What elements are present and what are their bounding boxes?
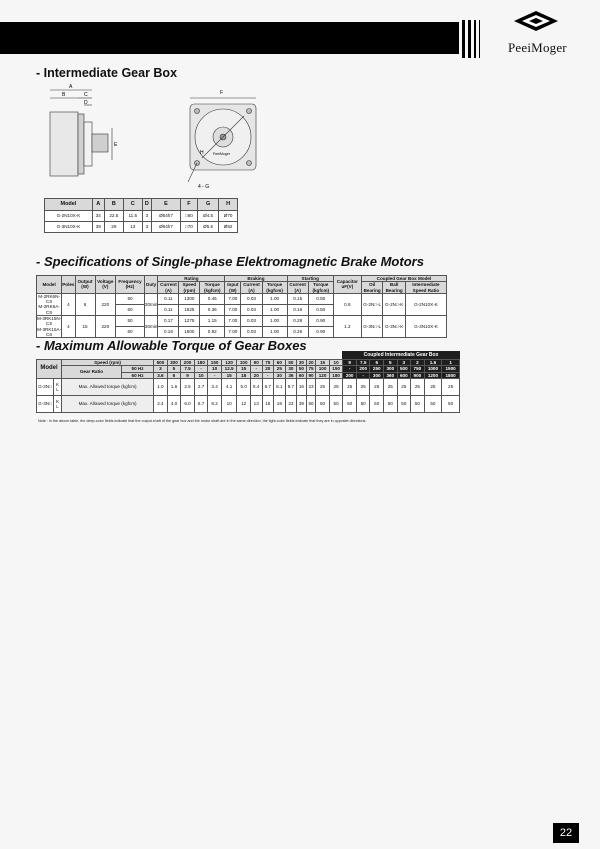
ratio60-cell: 9 — [181, 372, 195, 378]
ratio60-cell: 10 — [194, 372, 208, 378]
ratio50-cell: 150 — [329, 366, 343, 372]
ratio50-cell: - — [194, 366, 208, 372]
ratio60-cell: 36 — [285, 372, 297, 378]
ratio60-cell: 180 — [329, 372, 343, 378]
speeds-cell: 7.5 — [356, 360, 370, 366]
speeds-cell: 60 — [274, 360, 286, 366]
speeds-cell: 500 — [154, 360, 168, 366]
ratio60-cell: - — [208, 372, 222, 378]
ratio60-cell: 20 — [250, 372, 262, 378]
torque-table: Model Speed (rpm) 500 300 200 180 150 120 100 90 75 60 50 30 20 15 10 9 7.5 6 5 3 2 1.5 1 Gear Ratio 50 Hz 3 5 7.5 - 10 12.5 15 - 20 25 30 50 75 100 150 - 200 250 300 500 750 1000 1500 60 Hz 3.6 6 9 10 - 15 18 20 - 30 36 60 90 120 180 200 - 300 360 600 900 1200 1800 G-2N□ K L Max. Allowed torque (kgfcm) 1.0 1.6 2.5 2.7 3.4 4.1 5.0 5.4 6.7 8.1 9.7 16 23 25 25 25 25 25 25 25 25 25 25 G-3N□ K L Max. Allowed torque (kgfcm) 2.4 4.0 6.0 6.7 8.2 10 12 13 16 19 23 39 50 50 50 50 50 50 50 50 50 50 50 — [36, 359, 460, 413]
dim-row — [45, 211, 238, 222]
ratio50-cell: 25 — [274, 366, 286, 372]
ratio60-cell: 1200 — [424, 372, 442, 378]
values-cell: 39 — [297, 395, 307, 412]
ratio60-cell: 600 — [397, 372, 411, 378]
spec-h-model: Model — [37, 276, 62, 294]
spec-h-voltage: Voltage (V) — [95, 276, 116, 294]
speeds-cell: 20 — [306, 360, 316, 366]
svg-text:C: C — [84, 92, 88, 98]
dim-header-cell: H — [219, 199, 238, 211]
dim-row — [45, 222, 238, 233]
spec-h-output: Output (W) — [75, 276, 95, 294]
dim-header-cell: D — [142, 199, 152, 211]
speeds-cell: 75 — [262, 360, 274, 366]
ratio50-cell: - — [250, 366, 262, 372]
speeds-cell: 3 — [397, 360, 411, 366]
ratio60-cell: 90 — [306, 372, 316, 378]
ratio50-cell: 7.5 — [181, 366, 195, 372]
values-cell: 25 — [343, 378, 357, 395]
ratio50-cell: 200 — [356, 366, 370, 372]
speeds-cell: 150 — [208, 360, 222, 366]
ratio60-cell: 1800 — [442, 372, 460, 378]
coupled-intermediate-header: Coupled Intermediate Gear Box — [342, 351, 460, 359]
values-cell: 4.1 — [221, 378, 237, 395]
spec-h-starting: Starting — [287, 276, 333, 282]
values-cell: 16 — [262, 395, 274, 412]
ratio50-cell: 3 — [154, 366, 168, 372]
dim-cell: 13 — [123, 222, 142, 233]
speeds-cell: 200 — [181, 360, 195, 366]
dim-header-cell: C — [123, 199, 142, 211]
ratio50-cell: 500 — [397, 366, 411, 372]
spec-h-poles: Poles — [62, 276, 75, 294]
values-cell: 16 — [297, 378, 307, 395]
spec-row: 60 0.11 1625 0.36 7.00 0.03 1.00 0.16 0.50 — [37, 304, 447, 315]
spec-row: M-2RK6N-CS M-2RK6A-CS 4 6 220 50 30min 0.11 1300 0.45 7.00 0.03 1.00 0.15 0.50 0.8 G-2N□-L G-2N□-K G-2N10X-K — [37, 293, 447, 304]
page-number: 22 — [553, 823, 579, 843]
ratio60-cell: 120 — [316, 372, 330, 378]
ratio60-cell: 30 — [274, 372, 286, 378]
speeds-cell: 1.5 — [424, 360, 442, 366]
dim-header-cell: B — [104, 199, 123, 211]
ratio60-cell: 15 — [221, 372, 237, 378]
specs-heading: - Specifications of Single-phase Elektromagnetic Brake Motors — [36, 254, 424, 269]
ratio50-cell: 75 — [306, 366, 316, 372]
note-text: Note : In the above table, the deep-color fields indicate that the output shaft of the gear box and the motor shaft are in the same direction, the light-color fields indicate that they are in opposite directions. — [38, 419, 367, 423]
values-cell: 25 — [329, 378, 343, 395]
ratio50-cell: 15 — [237, 366, 251, 372]
dim-cell: 34 — [92, 211, 104, 222]
ratio60-cell: 360 — [384, 372, 398, 378]
ratio60-cell: 18 — [237, 372, 251, 378]
values-cell: 9.7 — [285, 378, 297, 395]
ratio50-cell: - — [343, 366, 357, 372]
ratio50-cell: 30 — [285, 366, 297, 372]
values-cell: 5.4 — [250, 378, 262, 395]
values-cell: 50 — [356, 395, 370, 412]
values-cell: 50 — [316, 395, 330, 412]
dim-cell: □60 — [180, 211, 197, 222]
values-cell: 25 — [370, 378, 384, 395]
values-cell: 5.0 — [237, 378, 251, 395]
speeds-cell: 1 — [442, 360, 460, 366]
values-cell: 25 — [397, 378, 411, 395]
values-cell: 10 — [221, 395, 237, 412]
values-cell: 6.7 — [262, 378, 274, 395]
values-cell: 25 — [411, 378, 425, 395]
values-cell: 50 — [370, 395, 384, 412]
values-cell: 6.7 — [194, 395, 208, 412]
ratio50-cell: 20 — [262, 366, 274, 372]
ratio50-cell: 100 — [316, 366, 330, 372]
speeds-cell: 2 — [411, 360, 425, 366]
speeds-cell: 30 — [297, 360, 307, 366]
values-cell: 2.5 — [181, 378, 195, 395]
speeds-cell: 100 — [237, 360, 251, 366]
ratio50-cell: 300 — [384, 366, 398, 372]
ratio60-cell: 200 — [343, 372, 357, 378]
dim-cell: Ø54h7 — [152, 211, 181, 222]
values-cell: 50 — [306, 395, 316, 412]
values-cell: 50 — [343, 395, 357, 412]
values-cell: 1.6 — [167, 378, 181, 395]
ratio60-cell: - — [356, 372, 370, 378]
dim-cell: 3 — [142, 211, 152, 222]
svg-text:E: E — [114, 142, 118, 148]
ratio60-cell: 900 — [411, 372, 425, 378]
ratio50-cell: 10 — [208, 366, 222, 372]
values-cell: 2.7 — [194, 378, 208, 395]
values-cell: 23 — [306, 378, 316, 395]
svg-text:F: F — [220, 90, 224, 96]
ratio60-cell: 300 — [370, 372, 384, 378]
values-cell: 50 — [397, 395, 411, 412]
values-cell: 50 — [384, 395, 398, 412]
svg-text:4 - G: 4 - G — [198, 184, 210, 190]
values-cell: 23 — [285, 395, 297, 412]
dim-cell: 3 — [142, 222, 152, 233]
values-cell: 50 — [329, 395, 343, 412]
speeds-cell: 90 — [250, 360, 262, 366]
ratio50-cell: 250 — [370, 366, 384, 372]
dim-header-cell: E — [152, 199, 181, 211]
ratio50-cell: 1000 — [424, 366, 442, 372]
dim-cell: G-3N10X-K — [45, 222, 93, 233]
gear-box-heading: - Intermediate Gear Box — [36, 66, 178, 80]
svg-text:D: D — [84, 100, 88, 106]
spec-h-rating: Rating — [158, 276, 225, 282]
dim-cell: □70 — [180, 222, 197, 233]
speeds-cell: 50 — [285, 360, 297, 366]
speeds-cell: 120 — [221, 360, 237, 366]
dim-cell: Ø4.5 — [198, 211, 219, 222]
values-cell: 19 — [274, 395, 286, 412]
speeds-cell: 9 — [343, 360, 357, 366]
dim-header-cell: F — [180, 199, 197, 211]
svg-text:B: B — [62, 92, 66, 98]
speeds-cell: 300 — [167, 360, 181, 366]
ratio60-cell: - — [262, 372, 274, 378]
gear-box-drawing — [40, 82, 270, 194]
spec-h-capacitor: Capacitor uF(V) — [333, 276, 361, 294]
header-bar — [0, 22, 459, 54]
dim-cell: G-2N10X-K — [45, 211, 93, 222]
values-cell: 50 — [411, 395, 425, 412]
dim-header-cell: G — [198, 199, 219, 211]
ratio50-cell: 12.5 — [221, 366, 237, 372]
dim-cell: Ø64h7 — [152, 222, 181, 233]
values-cell: 25 — [424, 378, 442, 395]
values-cell: 25 — [316, 378, 330, 395]
torque-h-model: Model — [37, 360, 62, 379]
brand-logo — [462, 10, 600, 60]
ratio50-cell: 750 — [411, 366, 425, 372]
values-cell: 25 — [384, 378, 398, 395]
ratio50-cell: 50 — [297, 366, 307, 372]
dim-cell: Ø82 — [219, 222, 238, 233]
svg-text:PeeiMoger: PeeiMoger — [213, 152, 230, 156]
dim-cell: 22.5 — [104, 211, 123, 222]
values-cell: 50 — [424, 395, 442, 412]
svg-text:A: A — [69, 84, 73, 90]
values-cell: 25 — [356, 378, 370, 395]
values-cell: 1.0 — [154, 378, 168, 395]
values-cell: 4.0 — [167, 395, 181, 412]
values-cell: 2.4 — [154, 395, 168, 412]
spec-h-frequency: Frequency (Hz) — [116, 276, 145, 294]
spec-row: M-3RK15N-CS M-3RK15A-CS 4 15 220 50 30min 0.17 1275 1.15 7.00 0.03 1.00 0.28 0.90 1.2 G-3N□-L G-3N□-K G-3N10X-K — [37, 315, 447, 326]
spec-table: Model Poles Output (W) Voltage (V) Frequency (Hz) Duty Rating Braking Starting Capacitor uF(V) Coupled Gear Box Model Current (A) Speed (rpm) Torque (kgfcm) Input (W) Current (A) Torque (kgfcm) Current (A) Torque (kgfcm) Oil Bearing Ball Bearing Intermediate Speed Ratio M-2RK6N-CS M-2RK6A-CS 4 6 220 50 30min 0.11 1300 0.45 7.00 0.03 1.00 0.15 0.50 0.8 G-2N□-L G-2N□-K G-2N10X-K 60 0.11 1625 0.36 7.00 0.03 1.00 0.16 0.50 M-3RK15N-CS M-3RK15A-CS 4 15 220 50 30min 0.17 1275 1.15 7.00 0.03 1.00 0.28 0.90 1.2 G-3N□-L G-3N□-K G-3N10X-K 60 0.16 1600 0.92 7.00 0.03 1.00 0.26 0.90 — [36, 275, 447, 338]
speeds-cell: 180 — [194, 360, 208, 366]
spec-h-braking: Braking — [225, 276, 287, 282]
dim-cell: 11.5 — [123, 211, 142, 222]
ratio50-cell: 1500 — [442, 366, 460, 372]
svg-text:H: H — [200, 150, 204, 156]
dim-header-cell: A — [92, 199, 104, 211]
ratio60-cell: 60 — [297, 372, 307, 378]
values-cell: 8.1 — [274, 378, 286, 395]
spec-row: 60 0.16 1600 0.92 7.00 0.03 1.00 0.26 0.90 — [37, 327, 447, 338]
speeds-cell: 10 — [329, 360, 343, 366]
logo-chevron-icon — [512, 10, 560, 32]
brand-name: PeeiMoger — [508, 40, 567, 55]
ratio60-cell: 3.6 — [154, 372, 168, 378]
speeds-cell: 5 — [384, 360, 398, 366]
dim-header-row — [45, 199, 238, 211]
dim-cell: 39 — [92, 222, 104, 233]
values-cell: 3.4 — [208, 378, 222, 395]
dim-cell: Ø5.5 — [198, 222, 219, 233]
spec-h-duty: Duty — [144, 276, 158, 294]
torque-heading: - Maximum Allowable Torque of Gear Boxes — [36, 338, 307, 353]
speeds-cell: 15 — [316, 360, 330, 366]
ratio50-cell: 5 — [167, 366, 181, 372]
values-cell: 6.0 — [181, 395, 195, 412]
dim-cell: Ø70 — [219, 211, 238, 222]
dimension-table — [44, 198, 238, 233]
speeds-cell: 6 — [370, 360, 384, 366]
dim-header-cell: Model — [45, 199, 93, 211]
spec-h-coupled: Coupled Gear Box Model — [361, 276, 446, 282]
dim-cell: 26 — [104, 222, 123, 233]
values-cell: 12 — [237, 395, 251, 412]
values-cell: 25 — [442, 378, 460, 395]
ratio60-cell: 6 — [167, 372, 181, 378]
values-cell: 50 — [442, 395, 460, 412]
values-cell: 8.2 — [208, 395, 222, 412]
values-cell: 13 — [250, 395, 262, 412]
